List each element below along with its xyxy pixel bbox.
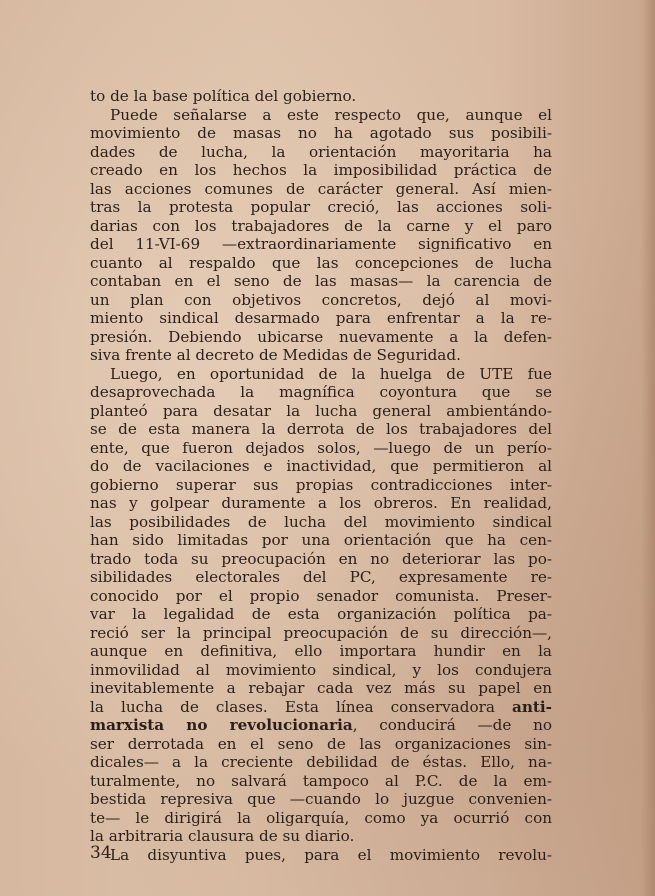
line-text: te— le dirigirá la oligarquía, como ya ocurrió con — [90, 808, 552, 827]
text-line — [90, 439, 552, 458]
text-line — [90, 328, 552, 347]
text-line — [90, 550, 552, 569]
text-line — [90, 605, 552, 624]
line-text: inevitablemente a rebajar cada vez más su papel en — [90, 679, 552, 697]
line-text: las posibilidades de lucha del movimiento sindical — [90, 512, 552, 531]
line-text: siva frente al decreto de Medidas de Seguridad. — [90, 346, 461, 364]
line-text: ente, que fueron dejados solos, —luego de un perío- — [90, 438, 552, 457]
text-line — [90, 272, 552, 291]
text-line — [90, 716, 552, 735]
line-text: dades de lucha, la orientación mayoritaria ha — [90, 142, 552, 161]
line-text: ser derrotada en el seno de las organizaciones sin- — [90, 734, 552, 753]
text-line — [90, 772, 552, 791]
text-line — [90, 513, 552, 532]
text-line — [90, 679, 552, 698]
text-line — [90, 624, 552, 643]
text-line — [90, 87, 552, 106]
text-line — [90, 143, 552, 162]
text-line — [90, 753, 552, 772]
text-line — [90, 180, 552, 199]
text-line — [90, 661, 552, 680]
line-text: presión. Debiendo ubicarse nuevamente a la defen- — [90, 327, 552, 346]
line-text: un plan con objetivos concretos, dejó al movi- — [90, 290, 552, 309]
text-line — [90, 402, 552, 421]
text-line — [90, 217, 552, 236]
text-line — [90, 494, 552, 513]
line-text: nas y golpear duramente a los obreros. En realidad, — [90, 494, 552, 512]
line-text: sibilidades electorales del PC, expresamente re- — [90, 568, 552, 586]
text-line — [90, 587, 552, 606]
line-text: aunque en definitiva, ello importara hundir en la — [90, 642, 552, 660]
line-text: desaprovechada la magnífica coyontura que se — [90, 383, 552, 401]
text-line — [90, 642, 552, 661]
line-text: darias con los trabajadores de la carne y el paro — [90, 216, 552, 235]
line-text: trado toda su preocupación en no deteriorar las po- — [90, 549, 552, 568]
line-text: dicales— a la creciente debilidad de éstas. Ello, na- — [90, 753, 552, 771]
text-line — [90, 420, 552, 439]
page-number: 34 — [90, 843, 112, 863]
line-text: Luego, en oportunidad de la huelga de UTE fue — [110, 364, 552, 383]
text-line — [90, 235, 552, 254]
line-text: miento sindical desarmado para enfrentar a la re- — [90, 309, 552, 327]
text-line — [90, 198, 552, 217]
text-line — [90, 531, 552, 550]
line-text: conocido por el propio senador comunista. Preser- — [90, 586, 552, 605]
text-line — [90, 457, 552, 476]
text-line — [90, 254, 552, 273]
line-text: var la legalidad de esta organización política pa- — [90, 605, 552, 623]
line-text: do de vacilaciones e inactividad, que permitieron al — [90, 457, 552, 475]
line-text: la arbitraria clausura de su diario. — [90, 827, 355, 845]
line-text: la lucha de clases. Esta línea conservadora — [90, 697, 513, 716]
line-text: Puede señalarse a este respecto que, aunque el — [110, 105, 552, 124]
bold-phrase: marxista no revolucionaria — [90, 716, 353, 734]
line-text: turalmente, no salvará tampoco al P.C. de la em- — [90, 771, 552, 790]
line-text: tras la protesta popular creció, las acciones soli- — [90, 198, 552, 216]
line-text: La disyuntiva pues, para el movimiento revolu- — [110, 845, 552, 864]
line-text: cuanto al respaldo que las concepciones de lucha — [90, 253, 552, 272]
line-text: se de esta manera la derrota de los trabajadores del — [90, 420, 552, 438]
line-text: han sido limitadas por una orientación que ha cen- — [90, 531, 552, 549]
text-line — [90, 790, 552, 809]
line-text: planteó para desatar la lucha general ambientándo- — [90, 401, 552, 420]
text-line — [90, 846, 552, 865]
page-edge-shadow — [641, 0, 655, 896]
text-line — [90, 383, 552, 402]
text-line — [90, 124, 552, 143]
line-text: inmovilidad al movimiento sindical, y los condujera — [90, 660, 552, 679]
text-line — [90, 365, 552, 384]
text-line — [90, 735, 552, 754]
line-text: movimiento de masas no ha agotado sus posibili- — [90, 124, 552, 142]
line-text: las acciones comunes de carácter general. Así mien- — [90, 179, 552, 198]
text-line — [90, 161, 552, 180]
line-text: bestida represiva que —cuando lo juzgue convenien- — [90, 790, 552, 808]
line-text: creado en los hechos la imposibilidad práctica de — [90, 161, 552, 179]
text-line — [90, 568, 552, 587]
line-text: del 11-VI-69 —extraordinariamente significativo en — [90, 235, 552, 253]
bold-phrase: anti- — [512, 697, 552, 716]
text-line — [90, 698, 552, 717]
text-line — [90, 106, 552, 125]
text-line — [90, 827, 552, 846]
line-text: to de la base política del gobierno. — [90, 87, 357, 105]
text-line — [90, 309, 552, 328]
line-text: contaban en el seno de las masas— la carencia de — [90, 272, 552, 290]
line-text: gobierno superar sus propias contradicciones inter- — [90, 475, 552, 494]
body-text — [90, 87, 552, 864]
text-line — [90, 809, 552, 828]
line-text: , conducirá —de no — [352, 716, 552, 734]
text-line — [90, 291, 552, 310]
line-text: reció ser la principal preocupación de su dirección—, — [90, 623, 552, 642]
text-line — [90, 476, 552, 495]
text-line — [90, 346, 552, 365]
